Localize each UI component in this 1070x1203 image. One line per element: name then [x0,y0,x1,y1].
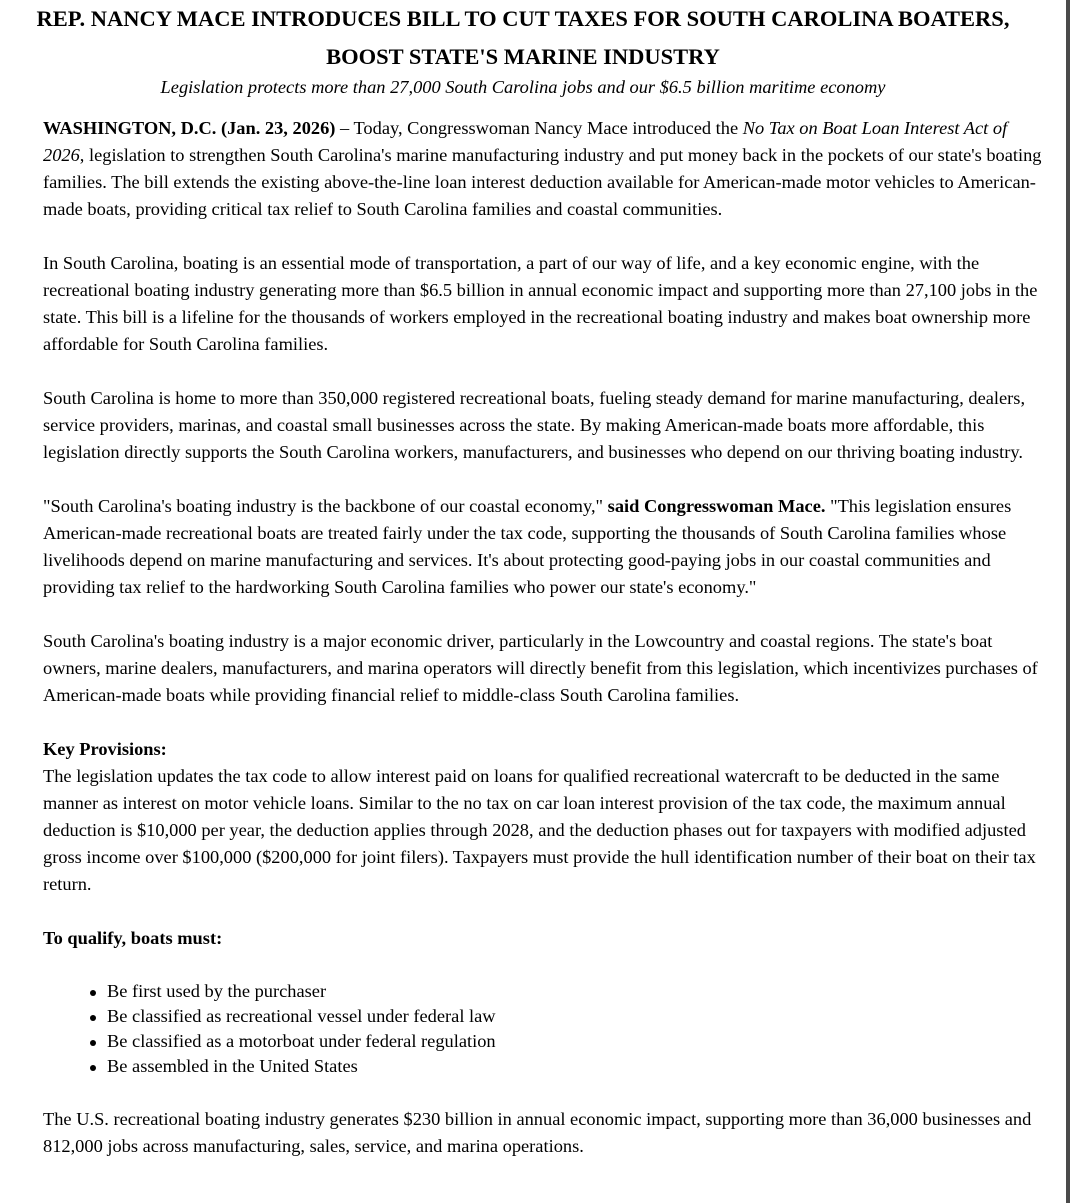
bill-name: No Tax on Boat Loan Interest Act of 2026 [43,118,1008,165]
key-provisions-text: The legislation updates the tax code to allow interest paid on loans for qualified recreational watercraft to be deducted in the same manner as interest on motor vehicle loans. Similar to the no tax on car loan interest provision of the tax code, the maximum annual deduction is $10,000 per year, the deduction applies through 2028, and the deduction phases out for taxpayers with modified adjusted gross income over $100,000 ($200,000 for joint filers). Taxpayers must provide the hull identification number of their boat on their tax return. [43,766,1036,894]
quote-paragraph: "South Carolina's boating industry is the backbone of our coastal economy," said Congresswoman Mace. "This legislation ensures American-made recreational boats are treated fairly under the tax code, supporting the thousands of South Carolina families whose livelihoods depend on marine manufacturing and services. It's about protecting good-paying jobs in our coastal communities and providing tax relief to the hardworking South Carolina families who power our state's economy." [43,496,1012,597]
dateline: WASHINGTON, D.C. (Jan. 23, 2026) [43,118,336,138]
paragraph-jobs: In South Carolina, boating is an essential mode of transportation, a part of our way of life, and a key economic engine, with the recreational boating industry generating more than $6.5 billion in annual economic impact and supporting more than 27,100 jobs in the state. This bill is a lifeline for the thousands of workers employed in the recreational boating industry and makes boat ownership more affordable for South Carolina families. [43,253,1038,354]
qualify-list [43,979,1043,1079]
list-item: Be first used by the purchaser [107,979,1043,1004]
key-provisions-heading: Key Provisions: [43,739,167,759]
page-title: REP. NANCY MACE INTRODUCES BILL TO CUT TAXES FOR SOUTH CAROLINA BOATERS, BOOST STATE'S MARINE INDUSTRY [36,6,1010,69]
window-edge-bar [1066,0,1070,1203]
paragraph-registered-boats: South Carolina is home to more than 350,000 registered recreational boats, fueling steady demand for marine manufacturing, dealers, service providers, marinas, and coastal small businesses across the state. By making American-made boats more affordable, this legislation directly supports the South Carolina workers, manufacturers, and businesses who depend on our thriving boating industry. [43,388,1026,462]
closing-paragraph: The U.S. recreational boating industry generates $230 billion in annual economic impact, supporting more than 36,000 businesses and 812,000 jobs across manufacturing, sales, service, and marina operations. [43,1109,1032,1156]
quote-attribution: said Congresswoman Mace. [607,496,826,516]
list-item: Be classified as recreational vessel under federal law [107,1004,1043,1029]
subtitle: Legislation protects more than 27,000 South Carolina jobs and our $6.5 billion maritime economy [160,77,886,97]
press-release [36,0,1043,1160]
intro-paragraph: WASHINGTON, D.C. (Jan. 23, 2026) – Today, Congresswoman Nancy Mace introduced the No Tax on Boat Loan Interest Act of 2026, legislation to strengthen South Carolina's marine manufacturing industry and put money back in the pockets of our state's boating families. The bill extends the existing above-the-line loan interest deduction available for American-made motor vehicles to American-made boats, providing critical tax relief to South Carolina families and coastal communities. [43,118,1042,219]
list-item: Be assembled in the United States [107,1054,1043,1079]
list-item: Be classified as a motorboat under federal regulation [107,1029,1043,1054]
qualify-heading: To qualify, boats must: [43,928,223,948]
paragraph-economic-driver: South Carolina's boating industry is a major economic driver, particularly in the Lowcountry and coastal regions. The state's boat owners, marine dealers, manufacturers, and marina operators will directly benefit from this legislation, which incentivizes purchases of American-made boats while providing financial relief to middle-class South Carolina families. [43,631,1038,705]
